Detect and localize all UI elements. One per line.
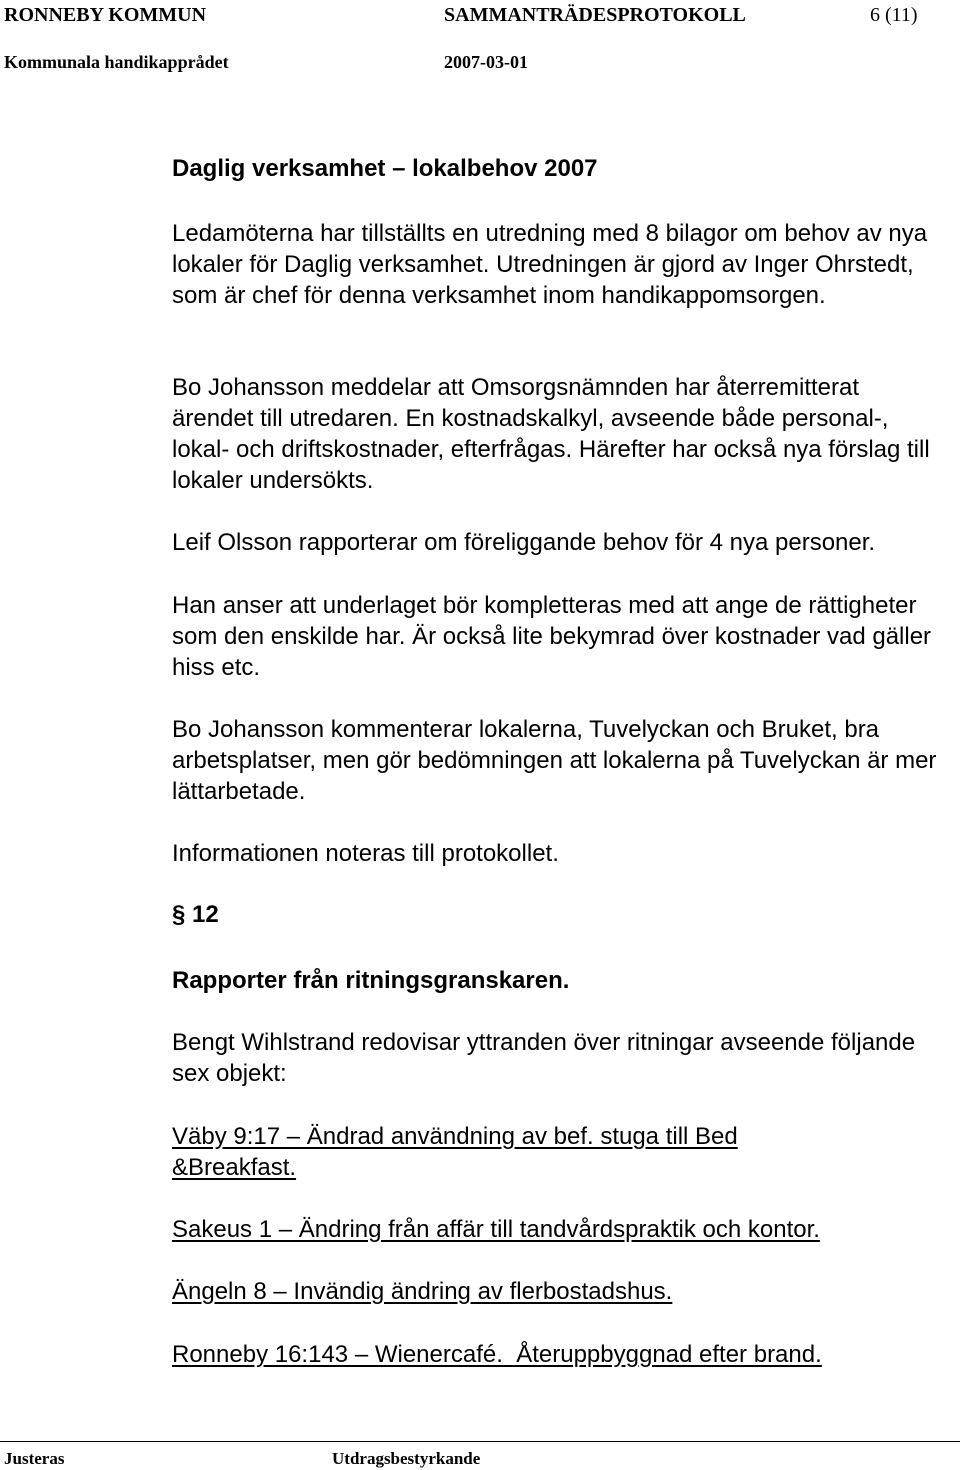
section-number <box>172 899 942 930</box>
list-item: Ronneby 16:143 – Wienercafé. Återuppbyggnad efter brand. <box>172 1341 822 1368</box>
paragraph: Bengt Wihlstrand redovisar yttranden över ritningar avseende följande sex objekt: <box>172 1029 916 1087</box>
paragraph: Bo Johansson meddelar att Omsorgsnämnden har återremitterat ärendet till utredaren. En kostnadskalkyl, avseende både personal-, lokal- och driftskostnader, efterfrågas. Härefter har också nya förslag till lokaler undersökts. <box>172 374 930 494</box>
list-item: Ängeln 8 – Invändig ändring av flerbostadshus. <box>172 1278 673 1305</box>
paragraph: Ledamöterna har tillställts en utredning med 8 bilagor om behov av nya lokaler för Daglig verksamhet. Utredningen är gjord av Inger Ohrstedt, som är chef för denna verksamhet inom handikappomsorgen. <box>172 220 928 309</box>
paragraph-symbol: § <box>172 901 186 928</box>
section-number-value: 12 <box>192 901 219 928</box>
paragraph: Informationen noteras till protokollet. <box>172 840 559 867</box>
paragraph: Bo Johansson kommenterar lokalerna, Tuvelyckan och Bruket, bra arbetsplatser, men gör bedömningen att lokalerna på Tuvelyckan är mer lättarbetade. <box>172 716 937 805</box>
list-item: Väby 9:17 – Ändrad användning av bef. stuga till Bed &Breakfast. <box>172 1123 738 1181</box>
footer-utdragsbestyrkande: Utdragsbestyrkande <box>332 1449 481 1468</box>
paragraph: Han anser att underlaget bör kompletteras med att ange de rättigheter som den enskilde har. Är också lite bekymrad över kostnader vad gäller hiss etc. <box>172 592 932 681</box>
footer-justeras: Justeras <box>4 1449 65 1468</box>
document-type: SAMMANTRÄDESPROTOKOLL <box>444 4 746 26</box>
meeting-date: 2007-03-01 <box>444 52 528 72</box>
page-number: 6 (11) <box>870 4 918 26</box>
committee-name: Kommunala handikapprådet <box>4 52 229 72</box>
section-heading-ritningar: Rapporter från ritningsgranskaren. <box>172 967 570 994</box>
paragraph: Leif Olsson rapporterar om föreliggande behov för 4 nya personer. <box>172 529 876 556</box>
section-heading-daglig: Daglig verksamhet – lokalbehov 2007 <box>172 155 598 182</box>
list-item: Sakeus 1 – Ändring från affär till tandvårdspraktik och kontor. <box>172 1216 820 1243</box>
municipality-name: RONNEBY KOMMUN <box>4 4 207 26</box>
footer-divider <box>0 1441 960 1442</box>
